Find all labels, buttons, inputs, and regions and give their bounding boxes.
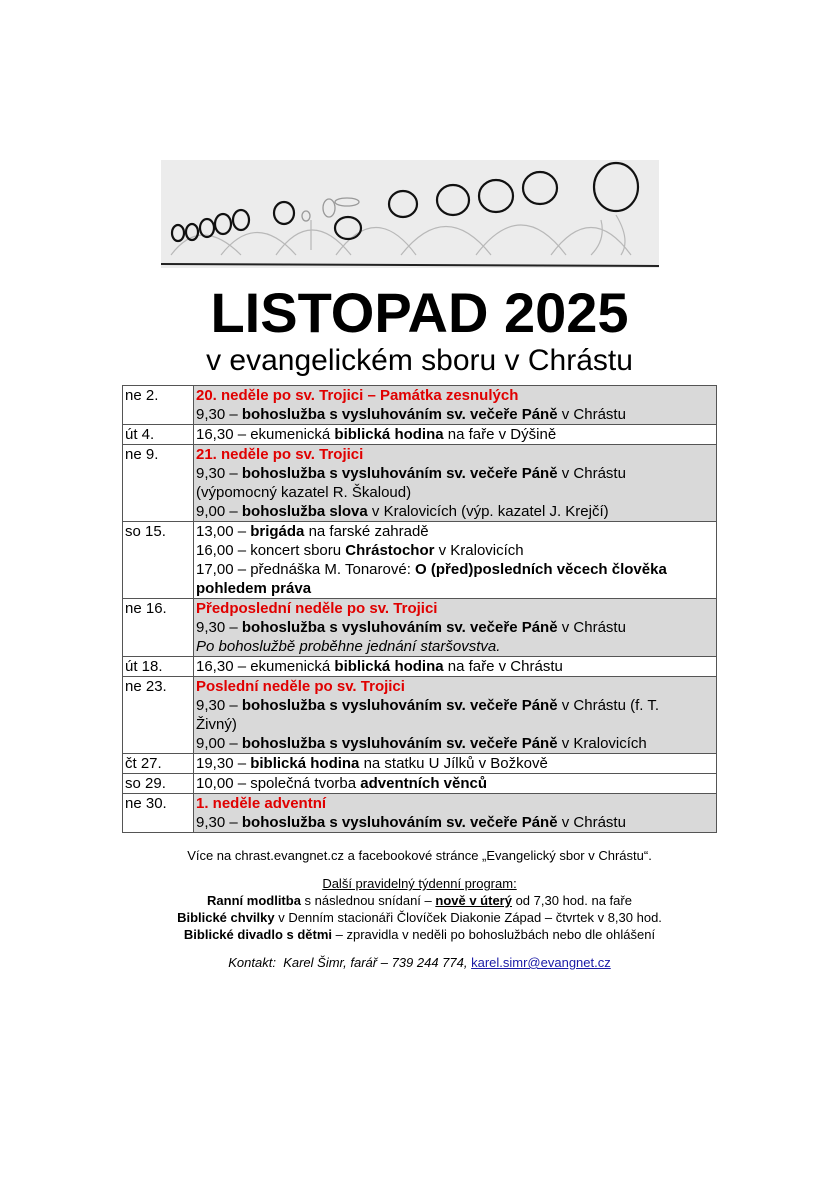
event-line [196,560,713,579]
text-segment: 13,00 – [196,523,251,540]
text-segment: s následnou snídaní – [300,893,436,908]
row-events [194,599,717,657]
row-date: čt 27. [123,754,194,774]
text-segment: bohoslužba s vysluhováním sv. večeře Páně [241,814,558,831]
text-segment: 16,30 – ekumenická [196,658,335,675]
weekly-item [0,909,839,926]
page-subtitle: v evangelickém sboru v Chrástu [206,344,633,377]
text-segment: – zpravidla v neděli po bohoslužbách nebo dle ohlášení [332,927,656,942]
text-segment: v Chrástu [557,465,626,482]
text-segment: v Denním stacionáři Človíček Diakonie Západ – čtvrtek v 8,30 hod. [274,910,662,925]
text-segment: na faře v Chrástu [443,658,563,675]
text-segment: Po bohoslužbě proběhne jednání staršovstva. [196,638,501,655]
event-line [196,774,713,793]
text-segment: 20. neděle po sv. Trojici – Památka zesnulých [196,387,519,404]
header-drawing-image [161,160,659,268]
text-segment: bohoslužba slova [241,503,368,520]
text-segment: na statku U Jílků v Božkově [359,755,548,772]
text-segment: v Chrástu [557,619,626,636]
event-line [196,618,713,637]
event-line [196,522,713,541]
text-segment: na faře v Dýšině [443,426,557,443]
row-events [194,774,717,794]
contact-email-link[interactable]: karel.simr@evangnet.cz [471,955,611,970]
text-segment: (výpomocný kazatel R. Škaloud) [196,484,412,501]
text-segment: brigáda [250,523,305,540]
row-events [194,386,717,425]
text-segment: bohoslužba s vysluhováním sv. večeře Páně [241,406,558,423]
row-date: ne 9. [123,445,194,522]
row-date: ne 2. [123,386,194,425]
contact-text: Karel Šimr, farář – 739 244 774, [283,955,472,970]
text-segment: bohoslužba s vysluhováním sv. večeře Páně [241,619,558,636]
row-date: ne 30. [123,794,194,833]
weekly-lines [0,892,839,943]
text-segment: pohledem práva [196,580,312,597]
text-segment: Biblické divadlo s dětmi [183,927,333,942]
text-segment: Poslední neděle po sv. Trojici [196,678,405,695]
text-segment: Biblické chvilky [177,910,275,925]
text-segment: biblická hodina [334,658,444,675]
event-line [196,599,713,618]
text-segment: adventních věnců [360,775,487,792]
row-events [194,425,717,445]
event-line [196,445,713,464]
text-segment: 19,30 – [196,755,251,772]
text-segment: 9,30 – [196,465,242,482]
text-segment: biblická hodina [334,426,444,443]
text-segment: bohoslužba s vysluhováním sv. večeře Páně [241,735,558,752]
table-row [123,522,717,599]
text-segment: Živný) [196,716,237,733]
page-title: LISTOPAD 2025 [210,281,629,344]
text-segment: 9,30 – [196,814,242,831]
event-line [196,502,713,521]
text-segment: 16,30 – ekumenická [196,426,335,443]
text-segment: Předposlední neděle po sv. Trojici [196,600,438,617]
text-segment: 21. neděle po sv. Trojici [196,446,364,463]
contact-label: Kontakt: [228,955,276,970]
text-segment: na farské zahradě [304,523,429,540]
text-segment: 1. neděle adventní [196,795,327,812]
table-row [123,445,717,522]
event-line [196,696,713,715]
event-line [196,579,713,598]
weekly-program [0,875,839,943]
row-events [194,794,717,833]
event-line [196,386,713,405]
text-segment: O (před)posledních věcech člověka [415,561,667,578]
event-line [196,794,713,813]
event-line [196,464,713,483]
table-row [123,657,717,677]
weekly-item [0,892,839,909]
text-segment: od 7,30 hod. na faře [511,893,632,908]
text-segment: 9,00 – [196,735,242,752]
table-row [123,794,717,833]
text-segment: v Chrástu [557,406,626,423]
row-date: út 18. [123,657,194,677]
event-line [196,405,713,424]
program-table [122,385,717,833]
row-events [194,657,717,677]
text-segment: biblická hodina [250,755,360,772]
event-line [196,677,713,696]
more-info-text: Více na chrast.evangnet.cz a facebookové stránce „Evangelický sbor v Chrástu“. [187,848,652,863]
row-events [194,754,717,774]
event-line [196,813,713,832]
text-segment: bohoslužba s vysluhováním sv. večeře Páně [241,465,558,482]
event-line [196,541,713,560]
weekly-heading: Další pravidelný týdenní program: [322,876,517,891]
event-line [196,734,713,753]
row-date: ne 23. [123,677,194,754]
event-line [196,637,713,656]
event-line [196,657,713,676]
row-events [194,445,717,522]
text-segment: 9,30 – [196,619,242,636]
text-segment: v Chrástu [557,814,626,831]
text-segment: 9,00 – [196,503,242,520]
event-line [196,754,713,773]
event-line [196,425,713,444]
text-segment: Chrástochor [345,542,435,559]
table-row [123,425,717,445]
text-segment: 17,00 – přednáška M. Tonarové: [196,561,416,578]
weekly-item [0,926,839,943]
table-row [123,754,717,774]
text-segment: v Chrástu (f. T. [557,697,659,714]
row-date: út 4. [123,425,194,445]
contact-line [0,954,839,971]
table-row [123,386,717,425]
table-row [123,677,717,754]
text-segment: nově v úterý [435,893,512,908]
row-events [194,522,717,599]
text-segment: v Kralovicích [557,735,647,752]
text-segment: Ranní modlitba [207,893,301,908]
text-segment: 16,00 – koncert sboru [196,542,346,559]
event-line [196,715,713,734]
text-segment: 9,30 – [196,697,242,714]
event-line [196,483,713,502]
row-date: so 15. [123,522,194,599]
text-segment: v Kralovicích [434,542,524,559]
text-segment: 10,00 – společná tvorba [196,775,361,792]
row-events [194,677,717,754]
text-segment: v Kralovicích (výp. kazatel J. Krejčí) [367,503,609,520]
text-segment: bohoslužba s vysluhováním sv. večeře Páně [241,697,558,714]
table-row [123,599,717,657]
text-segment: 9,30 – [196,406,242,423]
row-date: so 29. [123,774,194,794]
table-row [123,774,717,794]
row-date: ne 16. [123,599,194,657]
